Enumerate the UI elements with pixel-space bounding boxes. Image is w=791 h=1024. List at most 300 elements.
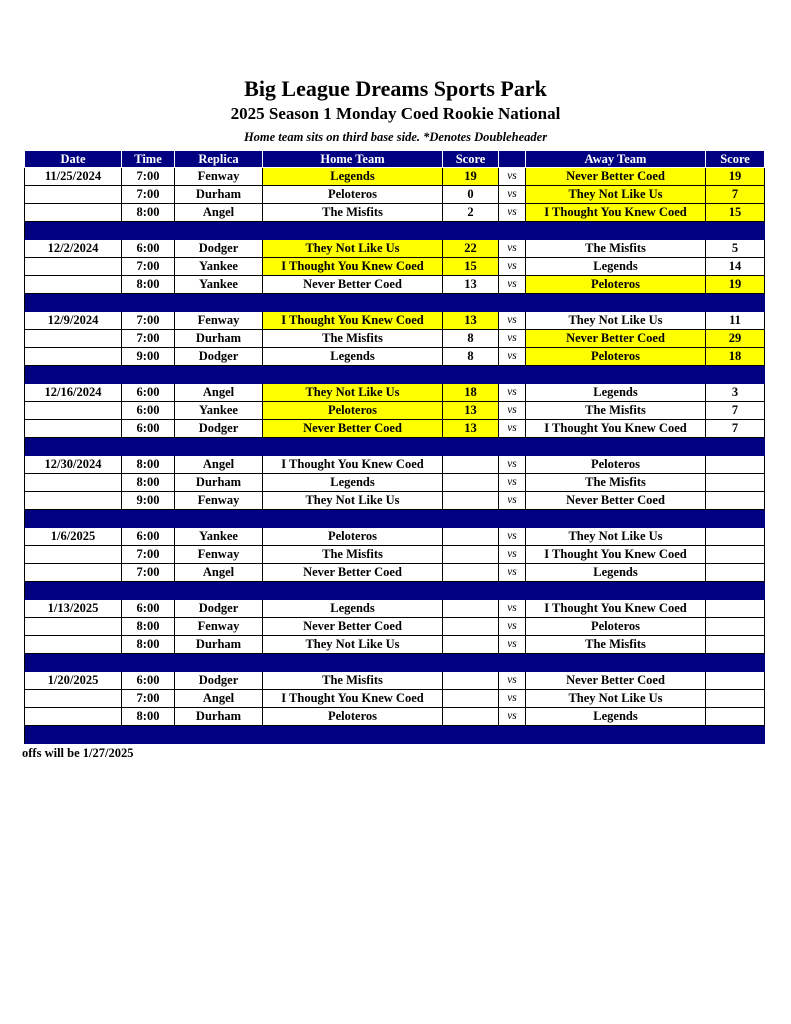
- home-team-cell: The Misfits: [263, 672, 443, 690]
- date-cell: 1/20/2025: [25, 672, 122, 690]
- time-cell: 6:00: [122, 384, 175, 402]
- vs-cell: vs: [499, 420, 526, 438]
- game-row: [25, 420, 765, 438]
- date-cell: [25, 204, 122, 222]
- home-score-cell: [443, 528, 499, 546]
- home-team-cell: Legends: [263, 348, 443, 366]
- time-cell: 7:00: [122, 168, 175, 186]
- time-cell: 6:00: [122, 420, 175, 438]
- separator-cell: [526, 438, 706, 456]
- separator-cell: [263, 510, 443, 528]
- separator-cell: [122, 366, 175, 384]
- separator-cell: [526, 654, 706, 672]
- vs-cell: vs: [499, 456, 526, 474]
- date-cell: [25, 186, 122, 204]
- separator-cell: [263, 222, 443, 240]
- replica-cell: Dodger: [175, 348, 263, 366]
- away-team-cell: They Not Like Us: [526, 690, 706, 708]
- away-team-cell: The Misfits: [526, 240, 706, 258]
- date-cell: [25, 546, 122, 564]
- vs-cell: vs: [499, 276, 526, 294]
- home-team-cell: Legends: [263, 474, 443, 492]
- replica-cell: Dodger: [175, 600, 263, 618]
- separator-cell: [263, 438, 443, 456]
- date-cell: 11/25/2024: [25, 168, 122, 186]
- vs-cell: vs: [499, 492, 526, 510]
- col-header-away-team: Away Team: [526, 151, 706, 168]
- separator-cell: [499, 438, 526, 456]
- vs-cell: vs: [499, 348, 526, 366]
- separator-cell: [263, 726, 443, 744]
- home-team-cell: Peloteros: [263, 708, 443, 726]
- home-score-cell: [443, 600, 499, 618]
- separator-cell: [122, 222, 175, 240]
- date-cell: [25, 258, 122, 276]
- replica-cell: Fenway: [175, 546, 263, 564]
- home-score-cell: 13: [443, 420, 499, 438]
- replica-cell: Angel: [175, 384, 263, 402]
- away-score-cell: 19: [706, 168, 765, 186]
- home-team-cell: They Not Like Us: [263, 384, 443, 402]
- separator-cell: [443, 510, 499, 528]
- col-header-vs: [499, 151, 526, 168]
- away-score-cell: [706, 618, 765, 636]
- vs-cell: vs: [499, 186, 526, 204]
- home-team-cell: Never Better Coed: [263, 420, 443, 438]
- game-row: [25, 618, 765, 636]
- schedule-table: [24, 150, 765, 744]
- vs-cell: vs: [499, 168, 526, 186]
- home-score-cell: [443, 492, 499, 510]
- away-score-cell: 19: [706, 276, 765, 294]
- home-score-cell: [443, 474, 499, 492]
- away-score-cell: [706, 672, 765, 690]
- date-cell: 12/2/2024: [25, 240, 122, 258]
- playoffs-note: offs will be 1/27/2025: [22, 746, 134, 760]
- game-row: [25, 690, 765, 708]
- separator-cell: [175, 510, 263, 528]
- date-cell: [25, 564, 122, 582]
- home-team-cell: I Thought You Knew Coed: [263, 456, 443, 474]
- replica-cell: Angel: [175, 690, 263, 708]
- away-team-cell: Peloteros: [526, 456, 706, 474]
- separator-cell: [526, 294, 706, 312]
- away-score-cell: [706, 708, 765, 726]
- away-team-cell: The Misfits: [526, 636, 706, 654]
- separator-cell: [706, 438, 765, 456]
- away-score-cell: 14: [706, 258, 765, 276]
- separator-cell: [706, 222, 765, 240]
- replica-cell: Fenway: [175, 168, 263, 186]
- time-cell: 7:00: [122, 564, 175, 582]
- away-score-cell: [706, 690, 765, 708]
- separator-cell: [25, 294, 122, 312]
- separator-cell: [443, 726, 499, 744]
- away-score-cell: [706, 636, 765, 654]
- home-score-cell: 0: [443, 186, 499, 204]
- separator-cell: [526, 366, 706, 384]
- separator-cell: [122, 438, 175, 456]
- date-cell: [25, 474, 122, 492]
- game-row: [25, 672, 765, 690]
- date-cell: [25, 402, 122, 420]
- away-score-cell: 3: [706, 384, 765, 402]
- away-score-cell: [706, 600, 765, 618]
- home-team-cell: The Misfits: [263, 546, 443, 564]
- time-cell: 6:00: [122, 240, 175, 258]
- home-score-cell: 2: [443, 204, 499, 222]
- replica-cell: Durham: [175, 474, 263, 492]
- separator-cell: [526, 582, 706, 600]
- separator-cell: [499, 726, 526, 744]
- date-cell: 12/16/2024: [25, 384, 122, 402]
- home-score-cell: [443, 564, 499, 582]
- separator-cell: [175, 654, 263, 672]
- separator-cell: [263, 654, 443, 672]
- separator-cell: [526, 510, 706, 528]
- schedule-note: Home team sits on third base side. *Denotes Doubleheader: [243, 130, 548, 144]
- home-score-cell: 13: [443, 312, 499, 330]
- away-team-cell: Legends: [526, 564, 706, 582]
- separator-cell: [122, 510, 175, 528]
- vs-cell: vs: [499, 312, 526, 330]
- week-separator: [25, 582, 765, 600]
- away-team-cell: I Thought You Knew Coed: [526, 420, 706, 438]
- replica-cell: Yankee: [175, 402, 263, 420]
- home-team-cell: I Thought You Knew Coed: [263, 690, 443, 708]
- separator-cell: [499, 294, 526, 312]
- time-cell: 6:00: [122, 600, 175, 618]
- vs-cell: vs: [499, 690, 526, 708]
- replica-cell: Fenway: [175, 618, 263, 636]
- vs-cell: vs: [499, 546, 526, 564]
- away-team-cell: Never Better Coed: [526, 672, 706, 690]
- separator-cell: [443, 366, 499, 384]
- game-row: [25, 492, 765, 510]
- date-cell: [25, 492, 122, 510]
- away-team-cell: The Misfits: [526, 402, 706, 420]
- away-score-cell: [706, 528, 765, 546]
- game-row: [25, 276, 765, 294]
- separator-cell: [443, 582, 499, 600]
- away-team-cell: I Thought You Knew Coed: [526, 204, 706, 222]
- home-score-cell: 8: [443, 348, 499, 366]
- time-cell: 6:00: [122, 402, 175, 420]
- separator-cell: [526, 726, 706, 744]
- date-cell: 1/13/2025: [25, 600, 122, 618]
- week-separator: [25, 726, 765, 744]
- separator-cell: [499, 510, 526, 528]
- away-score-cell: 7: [706, 186, 765, 204]
- vs-cell: vs: [499, 258, 526, 276]
- separator-cell: [499, 222, 526, 240]
- date-cell: 1/6/2025: [25, 528, 122, 546]
- separator-cell: [443, 294, 499, 312]
- home-score-cell: 13: [443, 402, 499, 420]
- time-cell: 7:00: [122, 258, 175, 276]
- page-subtitle: 2025 Season 1 Monday Coed Rookie National: [230, 104, 561, 123]
- home-team-cell: Never Better Coed: [263, 564, 443, 582]
- home-score-cell: 13: [443, 276, 499, 294]
- home-team-cell: Peloteros: [263, 528, 443, 546]
- vs-cell: vs: [499, 708, 526, 726]
- home-score-cell: [443, 690, 499, 708]
- home-score-cell: [443, 456, 499, 474]
- time-cell: 6:00: [122, 672, 175, 690]
- game-row: [25, 528, 765, 546]
- separator-cell: [706, 366, 765, 384]
- separator-cell: [706, 726, 765, 744]
- game-row: [25, 348, 765, 366]
- game-row: [25, 708, 765, 726]
- header-row: [25, 151, 765, 168]
- game-row: [25, 330, 765, 348]
- week-separator: [25, 294, 765, 312]
- game-row: [25, 456, 765, 474]
- away-score-cell: [706, 546, 765, 564]
- separator-cell: [706, 582, 765, 600]
- separator-cell: [175, 366, 263, 384]
- home-team-cell: I Thought You Knew Coed: [263, 258, 443, 276]
- separator-cell: [263, 582, 443, 600]
- week-separator: [25, 510, 765, 528]
- game-row: [25, 600, 765, 618]
- col-header-home-score: Score: [443, 151, 499, 168]
- time-cell: 8:00: [122, 474, 175, 492]
- separator-cell: [175, 582, 263, 600]
- time-cell: 8:00: [122, 618, 175, 636]
- separator-cell: [175, 222, 263, 240]
- separator-cell: [499, 366, 526, 384]
- replica-cell: Durham: [175, 636, 263, 654]
- time-cell: 9:00: [122, 348, 175, 366]
- home-score-cell: 22: [443, 240, 499, 258]
- away-score-cell: 11: [706, 312, 765, 330]
- away-score-cell: [706, 564, 765, 582]
- away-team-cell: The Misfits: [526, 474, 706, 492]
- vs-cell: vs: [499, 528, 526, 546]
- vs-cell: vs: [499, 672, 526, 690]
- away-team-cell: I Thought You Knew Coed: [526, 546, 706, 564]
- vs-cell: vs: [499, 330, 526, 348]
- replica-cell: Durham: [175, 186, 263, 204]
- week-separator: [25, 366, 765, 384]
- separator-cell: [25, 654, 122, 672]
- separator-cell: [526, 222, 706, 240]
- home-team-cell: The Misfits: [263, 204, 443, 222]
- time-cell: 6:00: [122, 528, 175, 546]
- col-header-home-team: Home Team: [263, 151, 443, 168]
- separator-cell: [706, 510, 765, 528]
- separator-cell: [175, 294, 263, 312]
- date-cell: [25, 276, 122, 294]
- separator-cell: [443, 654, 499, 672]
- home-team-cell: Peloteros: [263, 186, 443, 204]
- home-team-cell: Never Better Coed: [263, 618, 443, 636]
- away-team-cell: Never Better Coed: [526, 492, 706, 510]
- date-cell: 12/9/2024: [25, 312, 122, 330]
- game-row: [25, 564, 765, 582]
- time-cell: 7:00: [122, 546, 175, 564]
- vs-cell: vs: [499, 618, 526, 636]
- time-cell: 8:00: [122, 456, 175, 474]
- home-score-cell: 19: [443, 168, 499, 186]
- separator-cell: [25, 582, 122, 600]
- game-row: [25, 312, 765, 330]
- replica-cell: Yankee: [175, 276, 263, 294]
- away-score-cell: 5: [706, 240, 765, 258]
- home-score-cell: [443, 546, 499, 564]
- date-cell: [25, 420, 122, 438]
- away-team-cell: Never Better Coed: [526, 330, 706, 348]
- game-row: [25, 402, 765, 420]
- replica-cell: Fenway: [175, 492, 263, 510]
- home-score-cell: [443, 672, 499, 690]
- game-row: [25, 186, 765, 204]
- away-score-cell: [706, 492, 765, 510]
- away-team-cell: They Not Like Us: [526, 312, 706, 330]
- away-score-cell: 7: [706, 420, 765, 438]
- time-cell: 9:00: [122, 492, 175, 510]
- separator-cell: [25, 222, 122, 240]
- home-team-cell: Legends: [263, 168, 443, 186]
- time-cell: 7:00: [122, 186, 175, 204]
- vs-cell: vs: [499, 204, 526, 222]
- time-cell: 8:00: [122, 276, 175, 294]
- time-cell: 8:00: [122, 636, 175, 654]
- separator-cell: [25, 438, 122, 456]
- page-title: Big League Dreams Sports Park: [244, 76, 547, 101]
- separator-cell: [706, 294, 765, 312]
- away-team-cell: Peloteros: [526, 348, 706, 366]
- separator-cell: [25, 726, 122, 744]
- home-score-cell: [443, 618, 499, 636]
- away-team-cell: Legends: [526, 384, 706, 402]
- away-score-cell: 29: [706, 330, 765, 348]
- separator-cell: [499, 582, 526, 600]
- time-cell: 8:00: [122, 708, 175, 726]
- date-cell: [25, 618, 122, 636]
- away-team-cell: I Thought You Knew Coed: [526, 600, 706, 618]
- date-cell: [25, 690, 122, 708]
- separator-cell: [443, 222, 499, 240]
- time-cell: 7:00: [122, 690, 175, 708]
- away-team-cell: Never Better Coed: [526, 168, 706, 186]
- away-team-cell: Legends: [526, 708, 706, 726]
- away-score-cell: 18: [706, 348, 765, 366]
- game-row: [25, 258, 765, 276]
- date-cell: 12/30/2024: [25, 456, 122, 474]
- replica-cell: Yankee: [175, 528, 263, 546]
- week-separator: [25, 438, 765, 456]
- replica-cell: Angel: [175, 564, 263, 582]
- away-team-cell: Legends: [526, 258, 706, 276]
- game-row: [25, 204, 765, 222]
- home-team-cell: They Not Like Us: [263, 240, 443, 258]
- vs-cell: vs: [499, 240, 526, 258]
- time-cell: 7:00: [122, 330, 175, 348]
- game-row: [25, 168, 765, 186]
- replica-cell: Angel: [175, 204, 263, 222]
- game-row: [25, 546, 765, 564]
- vs-cell: vs: [499, 600, 526, 618]
- col-header-time: Time: [122, 151, 175, 168]
- home-score-cell: [443, 708, 499, 726]
- replica-cell: Fenway: [175, 312, 263, 330]
- away-score-cell: [706, 456, 765, 474]
- separator-cell: [25, 510, 122, 528]
- replica-cell: Durham: [175, 330, 263, 348]
- separator-cell: [122, 582, 175, 600]
- separator-cell: [706, 654, 765, 672]
- away-team-cell: Peloteros: [526, 276, 706, 294]
- vs-cell: vs: [499, 564, 526, 582]
- game-row: [25, 636, 765, 654]
- home-score-cell: [443, 636, 499, 654]
- home-team-cell: Never Better Coed: [263, 276, 443, 294]
- game-row: [25, 474, 765, 492]
- vs-cell: vs: [499, 474, 526, 492]
- separator-cell: [122, 294, 175, 312]
- separator-cell: [443, 438, 499, 456]
- vs-cell: vs: [499, 384, 526, 402]
- separator-cell: [499, 654, 526, 672]
- separator-cell: [122, 654, 175, 672]
- date-cell: [25, 348, 122, 366]
- separator-cell: [175, 726, 263, 744]
- col-header-date: Date: [25, 151, 122, 168]
- away-score-cell: 15: [706, 204, 765, 222]
- time-cell: 7:00: [122, 312, 175, 330]
- home-team-cell: They Not Like Us: [263, 492, 443, 510]
- home-team-cell: They Not Like Us: [263, 636, 443, 654]
- home-score-cell: 18: [443, 384, 499, 402]
- vs-cell: vs: [499, 402, 526, 420]
- vs-cell: vs: [499, 636, 526, 654]
- home-team-cell: Peloteros: [263, 402, 443, 420]
- col-header-replica: Replica: [175, 151, 263, 168]
- date-cell: [25, 636, 122, 654]
- replica-cell: Angel: [175, 456, 263, 474]
- date-cell: [25, 708, 122, 726]
- game-row: [25, 240, 765, 258]
- time-cell: 8:00: [122, 204, 175, 222]
- separator-cell: [25, 366, 122, 384]
- replica-cell: Dodger: [175, 420, 263, 438]
- away-team-cell: Peloteros: [526, 618, 706, 636]
- away-score-cell: [706, 474, 765, 492]
- replica-cell: Dodger: [175, 672, 263, 690]
- away-score-cell: 7: [706, 402, 765, 420]
- home-team-cell: I Thought You Knew Coed: [263, 312, 443, 330]
- separator-cell: [263, 294, 443, 312]
- home-score-cell: 15: [443, 258, 499, 276]
- schedule-body: [25, 168, 765, 744]
- home-score-cell: 8: [443, 330, 499, 348]
- week-separator: [25, 222, 765, 240]
- home-team-cell: The Misfits: [263, 330, 443, 348]
- week-separator: [25, 654, 765, 672]
- separator-cell: [122, 726, 175, 744]
- replica-cell: Dodger: [175, 240, 263, 258]
- separator-cell: [263, 366, 443, 384]
- away-team-cell: They Not Like Us: [526, 186, 706, 204]
- replica-cell: Durham: [175, 708, 263, 726]
- home-team-cell: Legends: [263, 600, 443, 618]
- date-cell: [25, 330, 122, 348]
- separator-cell: [175, 438, 263, 456]
- replica-cell: Yankee: [175, 258, 263, 276]
